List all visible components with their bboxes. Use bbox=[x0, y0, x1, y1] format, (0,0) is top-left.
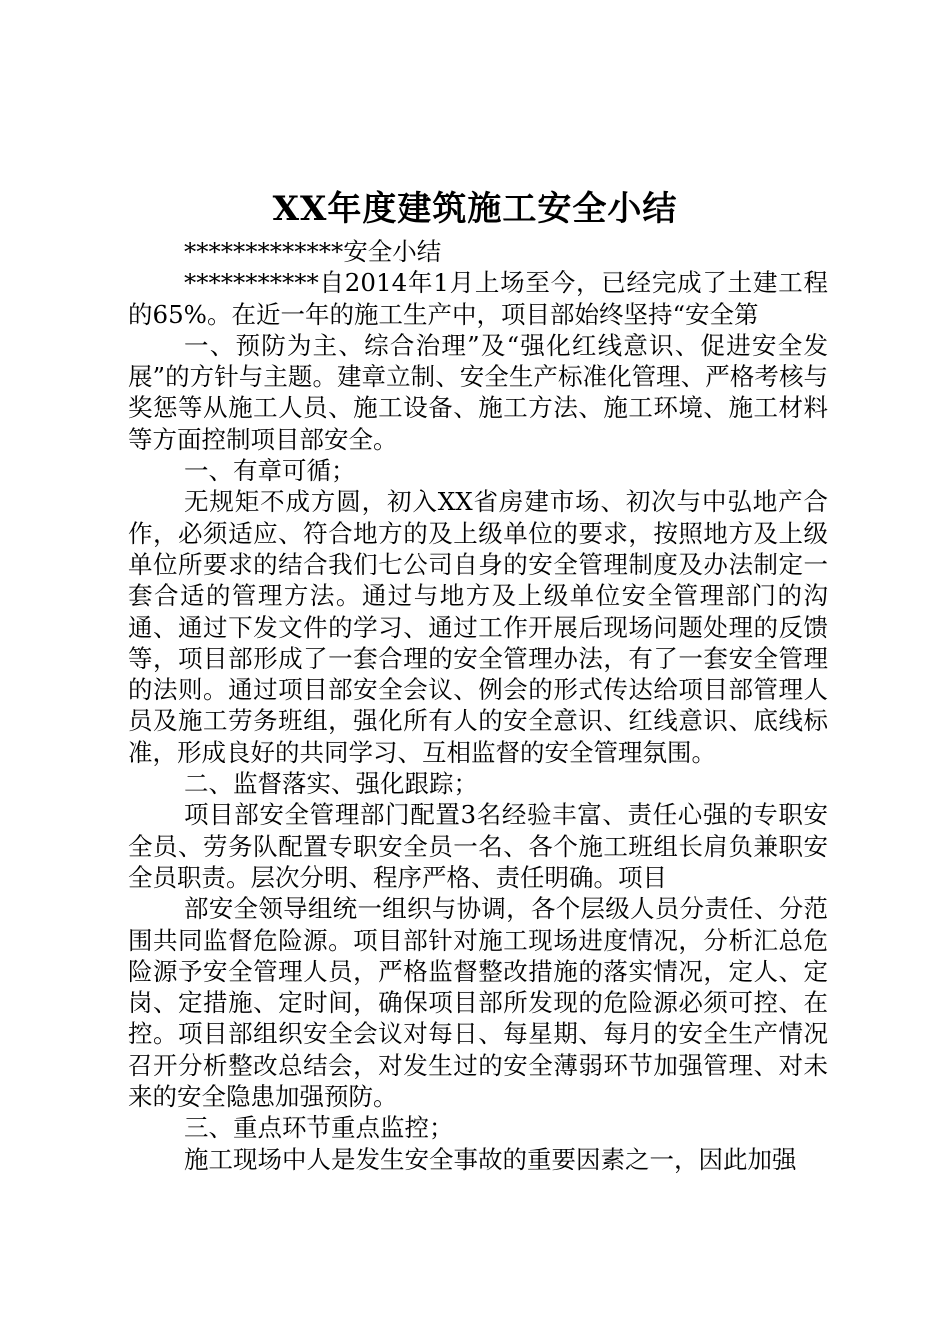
document-body bbox=[128, 236, 828, 1175]
section-heading-3: 三、重点环节重点监控； bbox=[184, 1113, 454, 1143]
section-heading-2: 二、监督落实、强化跟踪； bbox=[184, 769, 478, 799]
paragraph-section-2b: 部安全领导组统一组织与协调，各个层级人员分责任、分范围共同监督危险源。项目部针对施工现场进度情况，分析汇总危险源予安全管理人员，严格监督整改措施的落实情况，定人、定岗、定措施、定时间，确保项目部所发现的危险源必须可控、在控。项目部组织安全会议对每日、每星期、每月的安全生产情况召开分析整改总结会，对发生过的安全薄弱环节加强管理、对未来的安全隐患加强预防。 bbox=[128, 894, 828, 1112]
paragraph-section-3: 施工现场中人是发生安全事故的重要因素之一，因此加强 bbox=[184, 1144, 797, 1174]
paragraph-policy: 一、预防为主、综合治理”及“强化红线意识、促进安全发展”的方针与主题。建章立制、安全生产标准化管理、严格考核与奖惩等从施工人员、施工设备、施工方法、施工环境、施工材料等方面控制项目部安全。 bbox=[128, 330, 828, 454]
paragraph-section-1: 无规矩不成方圆，初入XX省房建市场、初次与中弘地产合作，必须适应、符合地方的及上级单位的要求，按照地方及上级单位所要求的结合我们七公司自身的安全管理制度及办法制定一套合适的管理方法。通过与地方及上级单位安全管理部门的沟通、通过下发文件的学习、通过工作开展后现场问题处理的反馈等，项目部形成了一套合理的安全管理办法，有了一套安全管理的法则。通过项目部安全会议、例会的形式传达给项目部管理人员及施工劳务班组，强化所有人的安全意识、红线意识、底线标准，形成良好的共同学习、互相监督的安全管理氛围。 bbox=[128, 487, 828, 767]
document-title: XX年度建筑施工安全小结 bbox=[272, 189, 678, 229]
section-heading-1: 一、有章可循； bbox=[184, 456, 356, 486]
paragraph-subtitle: *************安全小结 bbox=[184, 237, 442, 266]
paragraph-intro: ***********自2014年1月上场至今，已经完成了土建工程的65%。在近一年的施工生产中，项目部始终坚持“安全第 bbox=[128, 268, 828, 329]
paragraph-section-2a: 项目部安全管理部门配置3名经验丰富、责任心强的专职安全员、劳务队配置专职安全员一名、各个施工班组长肩负兼职安全员职责。层次分明、程序严格、责任明确。项目 bbox=[128, 800, 828, 892]
